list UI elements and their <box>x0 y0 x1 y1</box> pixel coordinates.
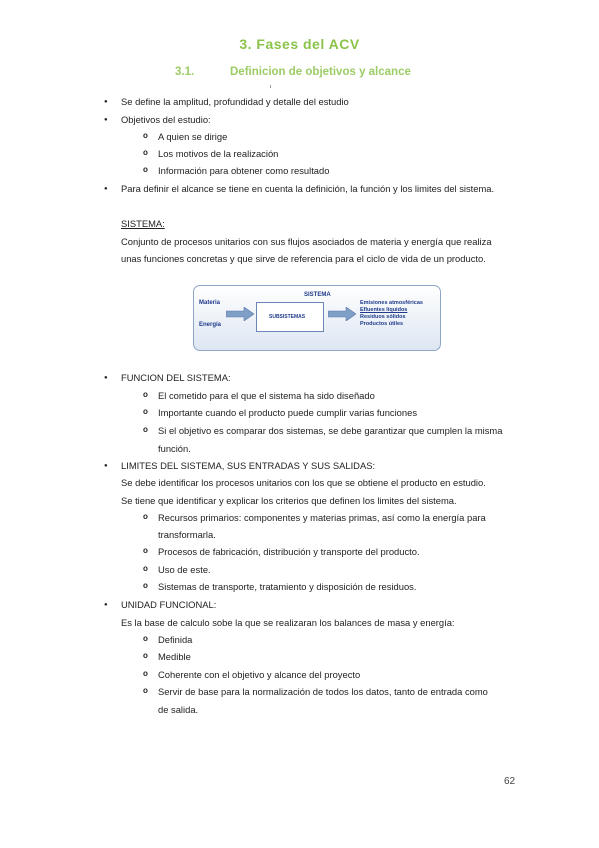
unidad-text: Es la base de calculo sobe la que se realizaran los balances de masa y energía: <box>121 617 455 628</box>
diagram-input-materia: Materia <box>199 300 221 306</box>
sub-item-continuation: transformarla. <box>158 529 216 540</box>
sub-item: o Información para obtener como resultado <box>158 165 329 177</box>
sub-item-continuation: de salida. <box>158 704 199 715</box>
bullet-alcance: ● Para definir el alcance se tiene en cuenta la definición, la función y los limites del sistema. <box>121 183 494 195</box>
diagram-input-energia: Energía <box>199 322 222 328</box>
sub-item: o Coherente con el objetivo y alcance del proyecto <box>158 669 360 681</box>
diagram-output: Emisiones atmosféricas <box>360 300 423 306</box>
sub-item: o Uso de este. <box>158 564 211 576</box>
stray-mark <box>270 85 271 88</box>
sub-item: o Medible <box>158 651 191 663</box>
limites-text: Se tiene que identificar y explicar los criterios que definen los limites del sistema. <box>121 495 457 506</box>
section-heading <box>175 66 411 78</box>
input-arrow-icon <box>226 307 254 321</box>
sistema-text: Conjunto de procesos unitarios con sus flujos asociados de materia y energía que realiza <box>121 236 492 247</box>
subsystem-box <box>256 302 324 332</box>
unidad-heading: ● UNIDAD FUNCIONAL: <box>121 599 216 611</box>
sub-item: o Importante cuando el producto puede cumplir varias funciones <box>158 407 417 419</box>
limites-text: Se debe identificar los procesos unitarios con los que se obtiene el producto en estudio. <box>121 477 486 488</box>
sub-item: o El cometido para el que el sistema ha sido diseñado <box>158 390 375 402</box>
sub-item: o Definida <box>158 634 192 646</box>
funcion-heading: ● FUNCION DEL SISTEMA: <box>121 372 231 384</box>
system-diagram <box>193 285 441 351</box>
limites-heading: ● LIMITES DEL SISTEMA, SUS ENTRADAS Y SUS SALIDAS: <box>121 460 375 472</box>
diagram-subsystem-label: SUBSISTEMAS <box>269 314 306 320</box>
sub-item: o Procesos de fabricación, distribución y transporte del producto. <box>158 546 420 558</box>
diagram-output: Productos útiles <box>360 321 404 327</box>
sub-item: o Recursos primarios: componentes y materias primas, así como la energía para <box>158 512 486 524</box>
sub-item: o Servir de base para la normalización de todos los datos, tanto de entrada como <box>158 686 488 698</box>
section-title: Definicion de objetivos y alcance <box>230 66 411 78</box>
output-arrow-icon <box>328 307 356 321</box>
section-number: 3.1. <box>175 66 195 78</box>
sistema-heading: SISTEMA: <box>121 218 165 229</box>
sub-item: o A quien se dirige <box>158 131 227 143</box>
diagram-output: Residuos sólidos <box>360 314 406 320</box>
sub-item-continuation: función. <box>158 443 191 454</box>
sub-item: o Si el objetivo es comparar dos sistemas, se debe garantizar que cumplen la misma <box>158 425 502 437</box>
page-number: 62 <box>504 776 516 787</box>
bullet-amplitud: ● Se define la amplitud, profundidad y detalle del estudio <box>121 96 349 108</box>
page-title: 3. Fases del ACV <box>239 36 360 52</box>
sub-item: o Los motivos de la realización <box>158 148 278 160</box>
diagram-system-label: SISTEMA <box>304 292 331 298</box>
bullet-objetivos: ● Objetivos del estudio: <box>121 114 211 126</box>
diagram-output: Efluentes líquidos <box>360 307 408 313</box>
sub-item: o Sistemas de transporte, tratamiento y disposición de residuos. <box>158 581 416 593</box>
sistema-text: unas funciones concretas y que sirve de referencia para el ciclo de vida de un producto. <box>121 253 486 264</box>
